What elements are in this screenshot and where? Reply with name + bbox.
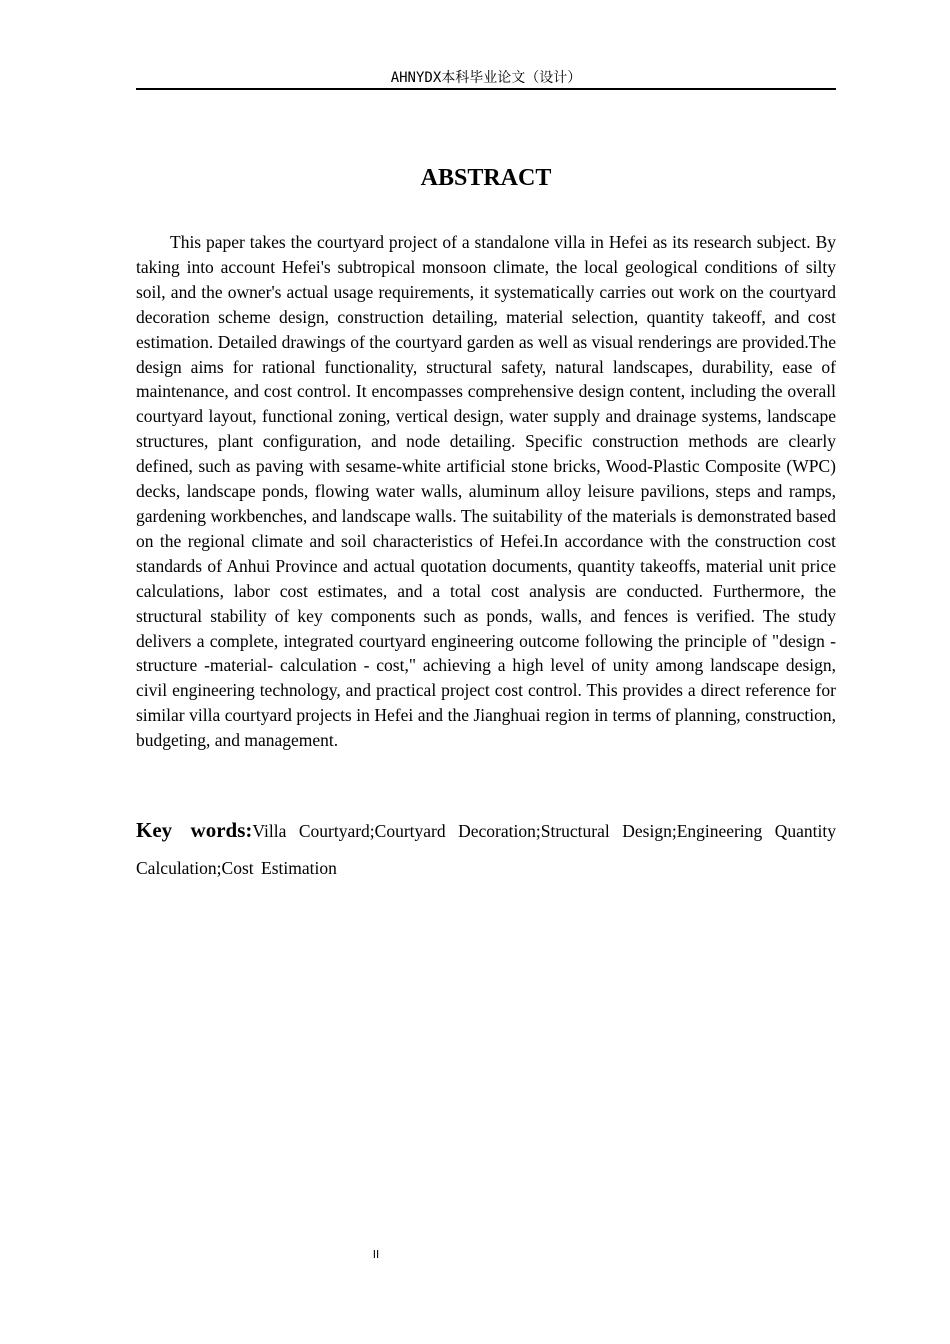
page-number: II <box>372 1248 380 1261</box>
keywords-paragraph <box>136 812 836 887</box>
header-rule <box>136 88 836 90</box>
running-header: AHNYDX本科毕业论文（设计） <box>390 70 582 86</box>
keywords-label: Key words: <box>136 818 253 842</box>
keywords-text: Villa Courtyard;Courtyard Decoration;Structural Design;Engineering Quantity Calculation;Cost Estimation <box>136 821 836 878</box>
abstract-title: ABSTRACT <box>420 165 552 191</box>
abstract-body: This paper takes the courtyard project of a standalone villa in Hefei as its research subject. By taking into account Hefei's subtropical monsoon climate, the local geological conditions of silty soil, and the owner's actual usage requirements, it systematically carries out work on the courtyard decoration scheme design, construction detailing, material selection, quantity takeoff, and cost estimation. Detailed drawings of the courtyard garden as well as visual renderings are provided.The design aims for rational functionality, structural safety, natural landscapes, durability, ease of maintenance, and cost control. It encompasses comprehensive design content, including the overall courtyard layout, functional zoning, vertical design, water supply and drainage systems, landscape structures, plant configuration, and node detailing. Specific construction methods are clearly defined, such as paving with sesame-white artificial stone bricks, Wood-Plastic Composite (WPC) decks, landscape ponds, flowing water walls, aluminum alloy leisure pavilions, steps and ramps, gardening workbenches, and landscape walls. The suitability of the materials is demonstrated based on the regional climate and soil characteristics of Hefei.In accordance with the construction cost standards of Anhui Province and actual quotation documents, quantity takeoffs, material unit price calculations, labor cost estimates, and a total cost analysis are conducted. Furthermore, the structural stability of key components such as ponds, walls, and fences is verified. The study delivers a complete, integrated courtyard engineering outcome following the principle of "design - structure -material- calculation - cost," achieving a high level of unity among landscape design, civil engineering technology, and practical project cost control. This provides a direct reference for similar villa courtyard projects in Hefei and the Jianghuai region in terms of planning, construction, budgeting, and management. <box>136 232 836 751</box>
